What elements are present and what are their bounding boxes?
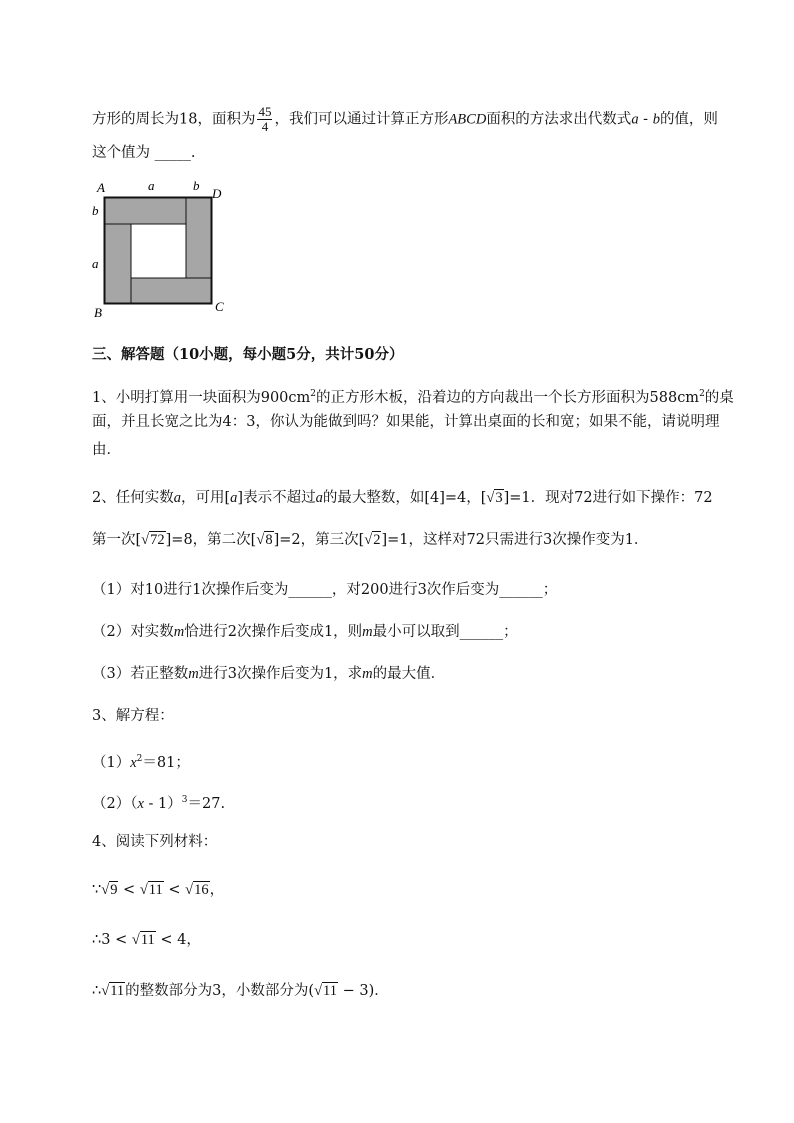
q2-var-a-3: a bbox=[315, 490, 323, 506]
comma-2: ， bbox=[186, 932, 201, 948]
label-B: B bbox=[94, 305, 102, 320]
prev-question-line-2 bbox=[92, 143, 195, 163]
q4-text-1: 的整数部分为3，小数部分为( bbox=[125, 983, 315, 999]
sqrt-11-a-radicand: 11 bbox=[148, 882, 163, 898]
q2-sub2-text-1: （2）对实数 bbox=[92, 624, 174, 640]
prev-text-1: 方形的周长为18，面积为 bbox=[92, 111, 256, 128]
q3-var-x-2: x bbox=[137, 795, 144, 812]
sqrt-3-radicand: 3 bbox=[495, 490, 503, 506]
sqrt-2-radicand: 2 bbox=[373, 532, 381, 548]
rect-right bbox=[186, 198, 211, 278]
q4-line-3 bbox=[92, 981, 389, 1001]
q1-line-1 bbox=[92, 384, 734, 408]
sqrt-11-b: √11 bbox=[131, 932, 155, 948]
var-b: b bbox=[652, 111, 660, 128]
sqrt-16-radicand: 16 bbox=[194, 882, 209, 898]
sqrt-8: √8 bbox=[256, 532, 273, 548]
fraction bbox=[257, 105, 272, 134]
fraction-denominator: 4 bbox=[261, 119, 269, 134]
less-than-2: < bbox=[163, 882, 186, 898]
q4-line-2 bbox=[92, 930, 201, 950]
q3-sub2-text-3: ＝27. bbox=[187, 795, 226, 812]
q1-line-3: 由． bbox=[92, 442, 121, 458]
q2-var-a-2: a bbox=[230, 490, 238, 506]
q2-text-8: ]=2，第三次[ bbox=[273, 532, 365, 548]
label-A: A bbox=[97, 180, 105, 195]
sqrt-11-d: √11 bbox=[314, 983, 337, 999]
prev-question-line-1 bbox=[92, 105, 718, 134]
q2-text-2: ，可用[ bbox=[180, 490, 231, 506]
square-diagram bbox=[88, 178, 238, 320]
sqrt-11-a: √11 bbox=[139, 882, 163, 898]
q2-var-m-4: m bbox=[362, 666, 373, 682]
q1-text-2: 的正方形木板，沿着边的方向裁出一个长方形面积为588cm bbox=[316, 389, 700, 406]
q1-text-3: 的桌 bbox=[704, 389, 734, 406]
q3-exp-2: 2 bbox=[136, 754, 143, 764]
q2-line-2 bbox=[92, 530, 648, 550]
label-top-a: a bbox=[148, 178, 155, 193]
q2-text-4: 的最大整数，如[4]=4，[ bbox=[322, 490, 487, 506]
comma-1: ， bbox=[209, 882, 225, 898]
label-left-b: b bbox=[92, 203, 99, 218]
q3-title: 3、解方程： bbox=[92, 708, 174, 724]
label-C: C bbox=[215, 299, 224, 314]
q2-sub2-text-2: 恰进行2次操作后变成1，则 bbox=[184, 624, 363, 640]
sqrt-72-radicand: 72 bbox=[150, 532, 165, 548]
q1-sup-1: 2 bbox=[310, 389, 317, 399]
q2-sub3-text-3: 的最大值． bbox=[372, 666, 446, 682]
q4-title: 4、阅读下列材料： bbox=[92, 834, 218, 850]
q3-sub-1 bbox=[92, 749, 190, 773]
q2-sub3-text-2: 进行3次操作后变为1，求 bbox=[198, 666, 363, 682]
q2-text-9: ]=1，这样对72只需进行3次操作变为1． bbox=[381, 532, 649, 548]
because-symbol: ∵ bbox=[92, 882, 102, 898]
q2-var-a-1: a bbox=[173, 490, 181, 506]
q3-sub1-text-1: （1） bbox=[92, 754, 131, 771]
sqrt-11-d-radicand: 11 bbox=[323, 983, 337, 999]
q3-var-x-1: x bbox=[130, 754, 137, 771]
section-heading: 三、解答题（10小题，每小题5分，共计50分） bbox=[92, 346, 404, 363]
q2-var-m-3: m bbox=[188, 666, 199, 682]
sqrt-8-radicand: 8 bbox=[265, 532, 273, 548]
therefore-symbol-2: ∴ bbox=[92, 983, 102, 999]
therefore-symbol-1: ∴ bbox=[92, 932, 102, 948]
sqrt-9: √9 bbox=[101, 882, 118, 898]
q4-line-1 bbox=[92, 880, 224, 900]
q2-text-7: ]=8，第二次[ bbox=[165, 532, 257, 548]
sqrt-3: √3 bbox=[486, 490, 503, 506]
q2-sub-3 bbox=[92, 664, 445, 684]
q2-text-3: ]表示不超过 bbox=[237, 490, 316, 506]
sqrt-16: √16 bbox=[185, 882, 209, 898]
label-D: D bbox=[212, 186, 222, 201]
label-left-a: a bbox=[92, 256, 99, 271]
q4-text-2: − 3)． bbox=[338, 983, 389, 999]
q1-line-2: 面，并且长宽之比为4：3，你认为能做到吗？如果能，计算出桌面的长和宽；如果不能，请说明理 bbox=[92, 414, 720, 430]
q3-sub2-text-2: - 1） bbox=[143, 795, 182, 812]
q2-sub3-text-1: （3）若正整数 bbox=[92, 666, 189, 682]
q2-var-m-2: m bbox=[362, 624, 373, 640]
label-top-b: b bbox=[193, 178, 200, 193]
q2-text-6: 第一次[ bbox=[92, 532, 142, 548]
prev-text-2: ，我们可以通过计算正方形 bbox=[274, 111, 449, 128]
sqrt-2: √2 bbox=[364, 532, 381, 548]
fraction-numerator: 45 bbox=[258, 104, 272, 119]
q2-sub2-text-3: 最小可以取到______； bbox=[372, 624, 518, 640]
rect-bottom bbox=[131, 278, 211, 303]
sqrt-11-c-radicand: 11 bbox=[110, 983, 125, 999]
num-3: 3 bbox=[101, 932, 111, 948]
q2-sub-2 bbox=[92, 622, 518, 642]
sqrt-72: √72 bbox=[141, 532, 165, 548]
rect-top bbox=[105, 198, 186, 224]
prev-text-4: 的值，则 bbox=[659, 111, 718, 128]
q2-line-1 bbox=[92, 488, 713, 508]
sqrt-9-radicand: 9 bbox=[110, 882, 118, 898]
less-than-4: < bbox=[155, 932, 178, 948]
q1-text-1: 1、小明打算用一块面积为900cm bbox=[92, 389, 311, 406]
sqrt-11-b-radicand: 11 bbox=[140, 932, 155, 948]
q2-var-m-1: m bbox=[173, 624, 185, 640]
q3-sub1-text-2: ＝81； bbox=[142, 754, 190, 771]
q2-text-5: ]=1．现对72进行如下操作：72 bbox=[503, 490, 713, 506]
minus-sign: - bbox=[638, 111, 653, 128]
sqrt-11-c: √11 bbox=[101, 983, 125, 999]
q3-sub-2 bbox=[92, 790, 225, 814]
rect-left bbox=[105, 224, 131, 303]
q2-text-1: 2、任何实数 bbox=[92, 490, 174, 506]
prev-answer-blank: 这个值为 _____. bbox=[92, 145, 196, 161]
square-name: ABCD bbox=[448, 111, 487, 128]
prev-text-3: 面积的方法求出代数式 bbox=[486, 111, 632, 128]
q3-exp-3: 3 bbox=[181, 795, 188, 805]
q2-sub-1: （1）对10进行1次操作后变为______，对200进行3次作后变为______； bbox=[92, 582, 558, 598]
less-than-1: < bbox=[118, 882, 140, 898]
num-4: 4 bbox=[177, 932, 187, 948]
var-a: a bbox=[631, 111, 639, 128]
q3-sub2-text-1: （2）（ bbox=[92, 795, 138, 812]
q1-sup-2: 2 bbox=[699, 389, 705, 399]
less-than-3: < bbox=[110, 932, 132, 948]
